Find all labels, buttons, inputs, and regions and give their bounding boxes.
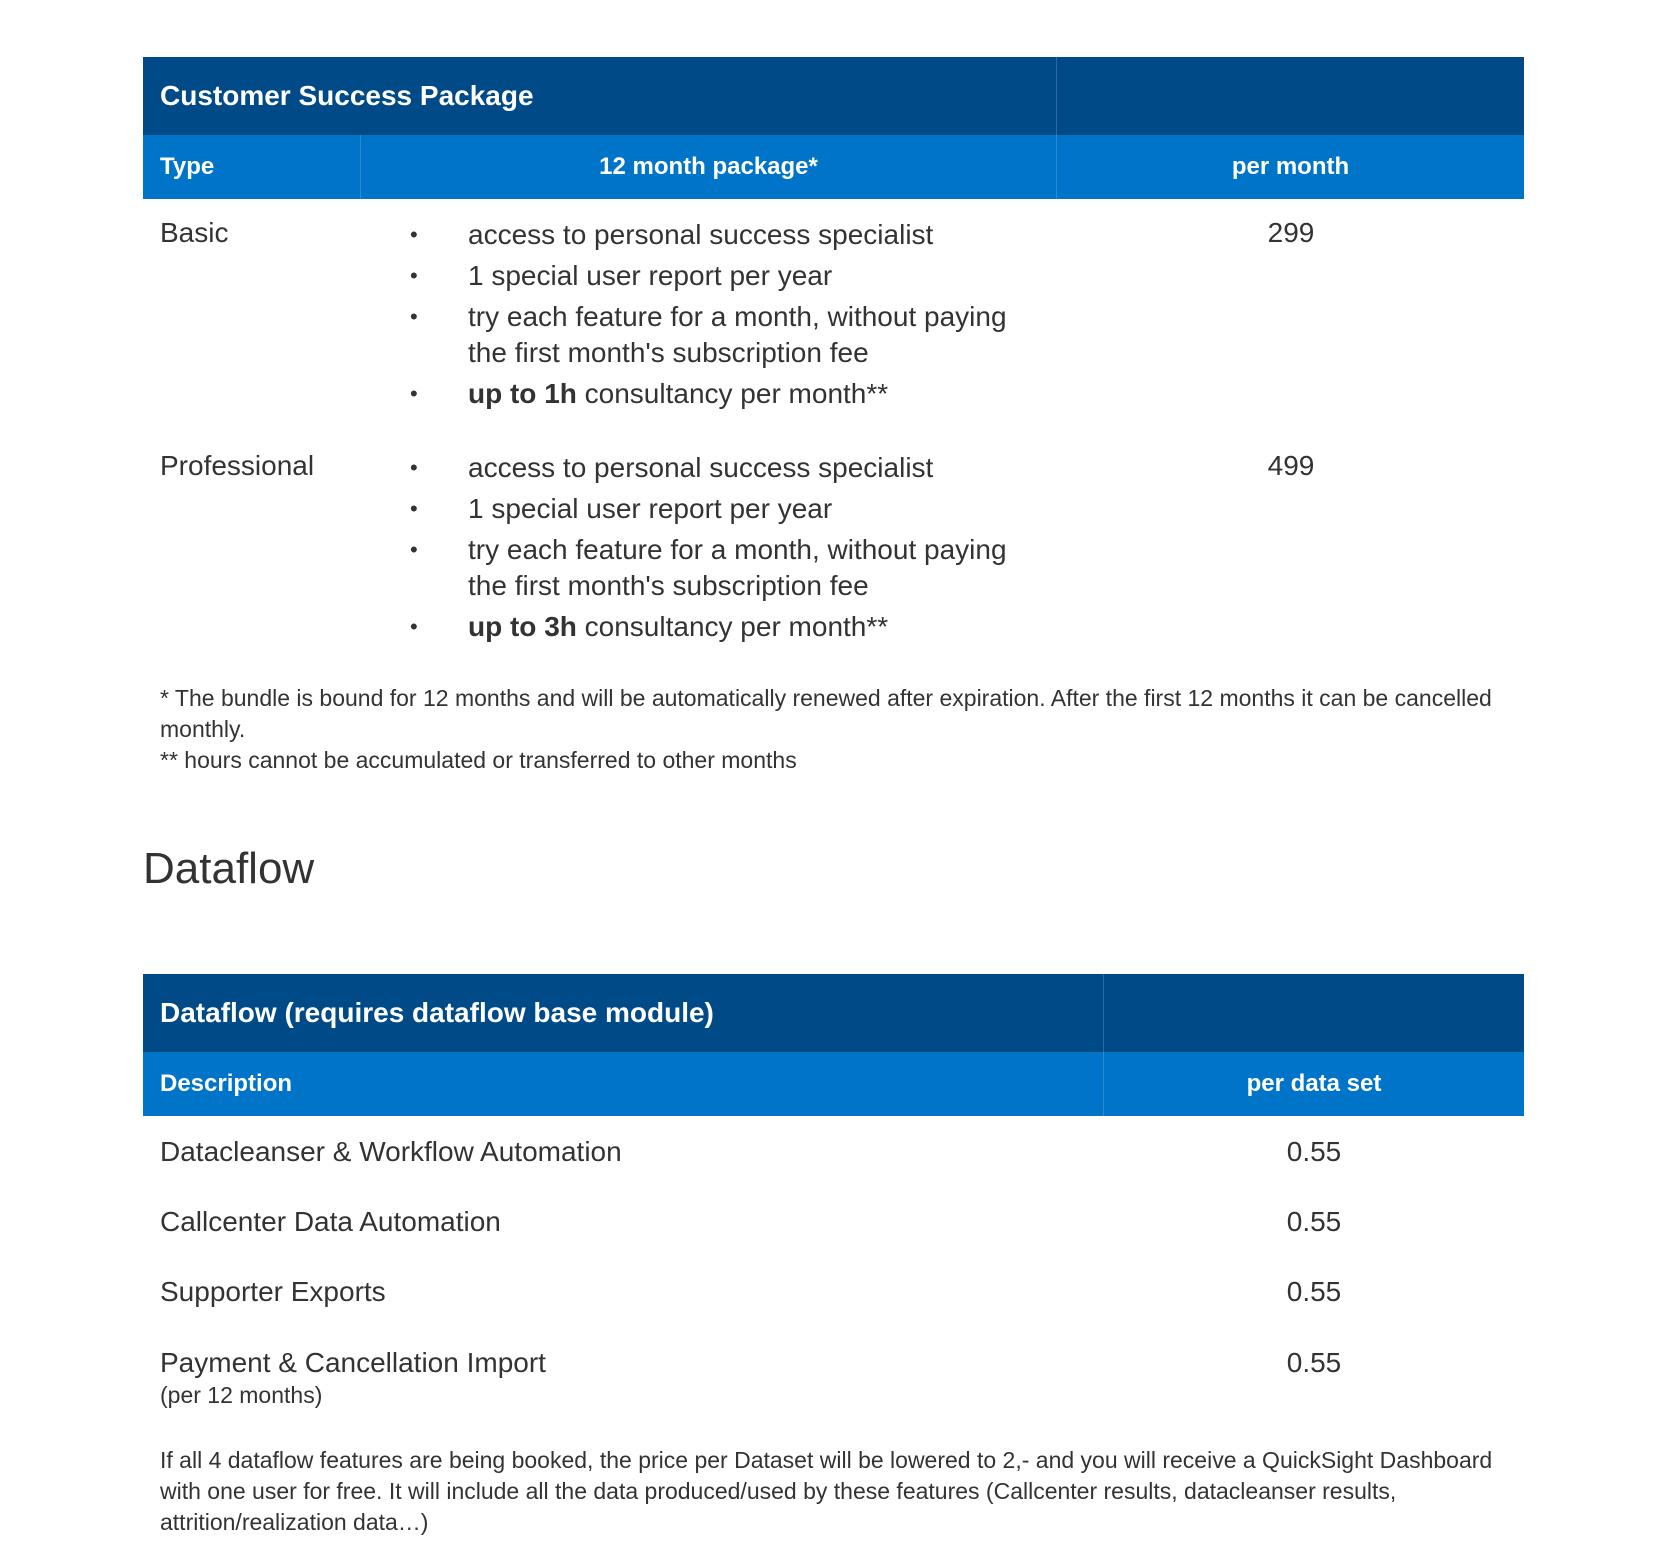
dataflow-row-price: 0.55 [1286, 1276, 1342, 1307]
csp-row-features [410, 450, 1050, 650]
col-per-month: per month [1231, 153, 1350, 180]
csp-footnotes [160, 683, 1520, 776]
list-item: • 1 special user report per year [410, 258, 1050, 294]
csp-column-headers [143, 135, 1524, 199]
csp-row-price: 499 [1267, 450, 1315, 481]
dataflow-table [143, 974, 1524, 1116]
dataflow-note: If all 4 dataflow features are being booked, the price per Dataset will be lowered to 2,- and you will receive a QuickSight Dashboard with one user for free. It will include all the data produced/used by these features (Callcenter results, datacleanser results, attrition/realization data…) [160, 1447, 1493, 1535]
dataflow-row-desc: Datacleanser & Workflow Automation [160, 1136, 622, 1167]
dataflow-row-desc: Supporter Exports [160, 1276, 386, 1307]
dataflow-row-price: 0.55 [1286, 1206, 1342, 1237]
csp-title: Customer Success Package [143, 57, 1057, 135]
dataflow-column-headers [143, 1052, 1524, 1116]
footnote-1: * The bundle is bound for 12 months and will be automatically renewed after expiration. After the first 12 months it can be cancelled monthly. [160, 685, 1492, 742]
customer-success-table [143, 57, 1524, 199]
csp-row-price: 299 [1267, 217, 1315, 248]
list-item [410, 609, 1050, 645]
dataflow-row-desc: Callcenter Data Automation [160, 1206, 501, 1237]
list-item: • access to personal success specialist [410, 450, 1050, 486]
list-item: • access to personal success specialist [410, 217, 1050, 253]
dataflow-row-sub: (per 12 months) [160, 1382, 323, 1408]
csp-row-type: Professional [160, 450, 315, 481]
consult-bold: up to 1h [468, 378, 577, 409]
col-description: Description [143, 1052, 1104, 1116]
dataflow-row-price: 0.55 [1286, 1347, 1342, 1378]
consult-bold: up to 3h [468, 611, 577, 642]
col-type: Type [143, 135, 361, 199]
dataflow-title-row [143, 974, 1524, 1052]
dataflow-row-price: 0.55 [1286, 1136, 1342, 1167]
csp-row-features [410, 217, 1050, 417]
list-item: • try each feature for a month, without paying the first month's subscription fee [410, 299, 1050, 371]
list-item [410, 376, 1050, 412]
consult-text: consultancy per month** [576, 611, 889, 642]
dataflow-title: Dataflow (requires dataflow base module) [143, 974, 1104, 1052]
dataflow-heading: Dataflow [143, 844, 315, 893]
col-per-data-set: per data set [1246, 1070, 1382, 1097]
footnote-2: ** hours cannot be accumulated or transferred to other months [160, 747, 797, 773]
csp-row-type: Basic [160, 217, 229, 248]
dataflow-row-desc: Payment & Cancellation Import [160, 1347, 546, 1378]
consult-text: consultancy per month** [576, 378, 889, 409]
csp-title-row [143, 57, 1524, 135]
list-item: • 1 special user report per year [410, 491, 1050, 527]
list-item: • try each feature for a month, without paying the first month's subscription fee [410, 532, 1050, 604]
col-package: 12 month package* [361, 135, 1057, 199]
